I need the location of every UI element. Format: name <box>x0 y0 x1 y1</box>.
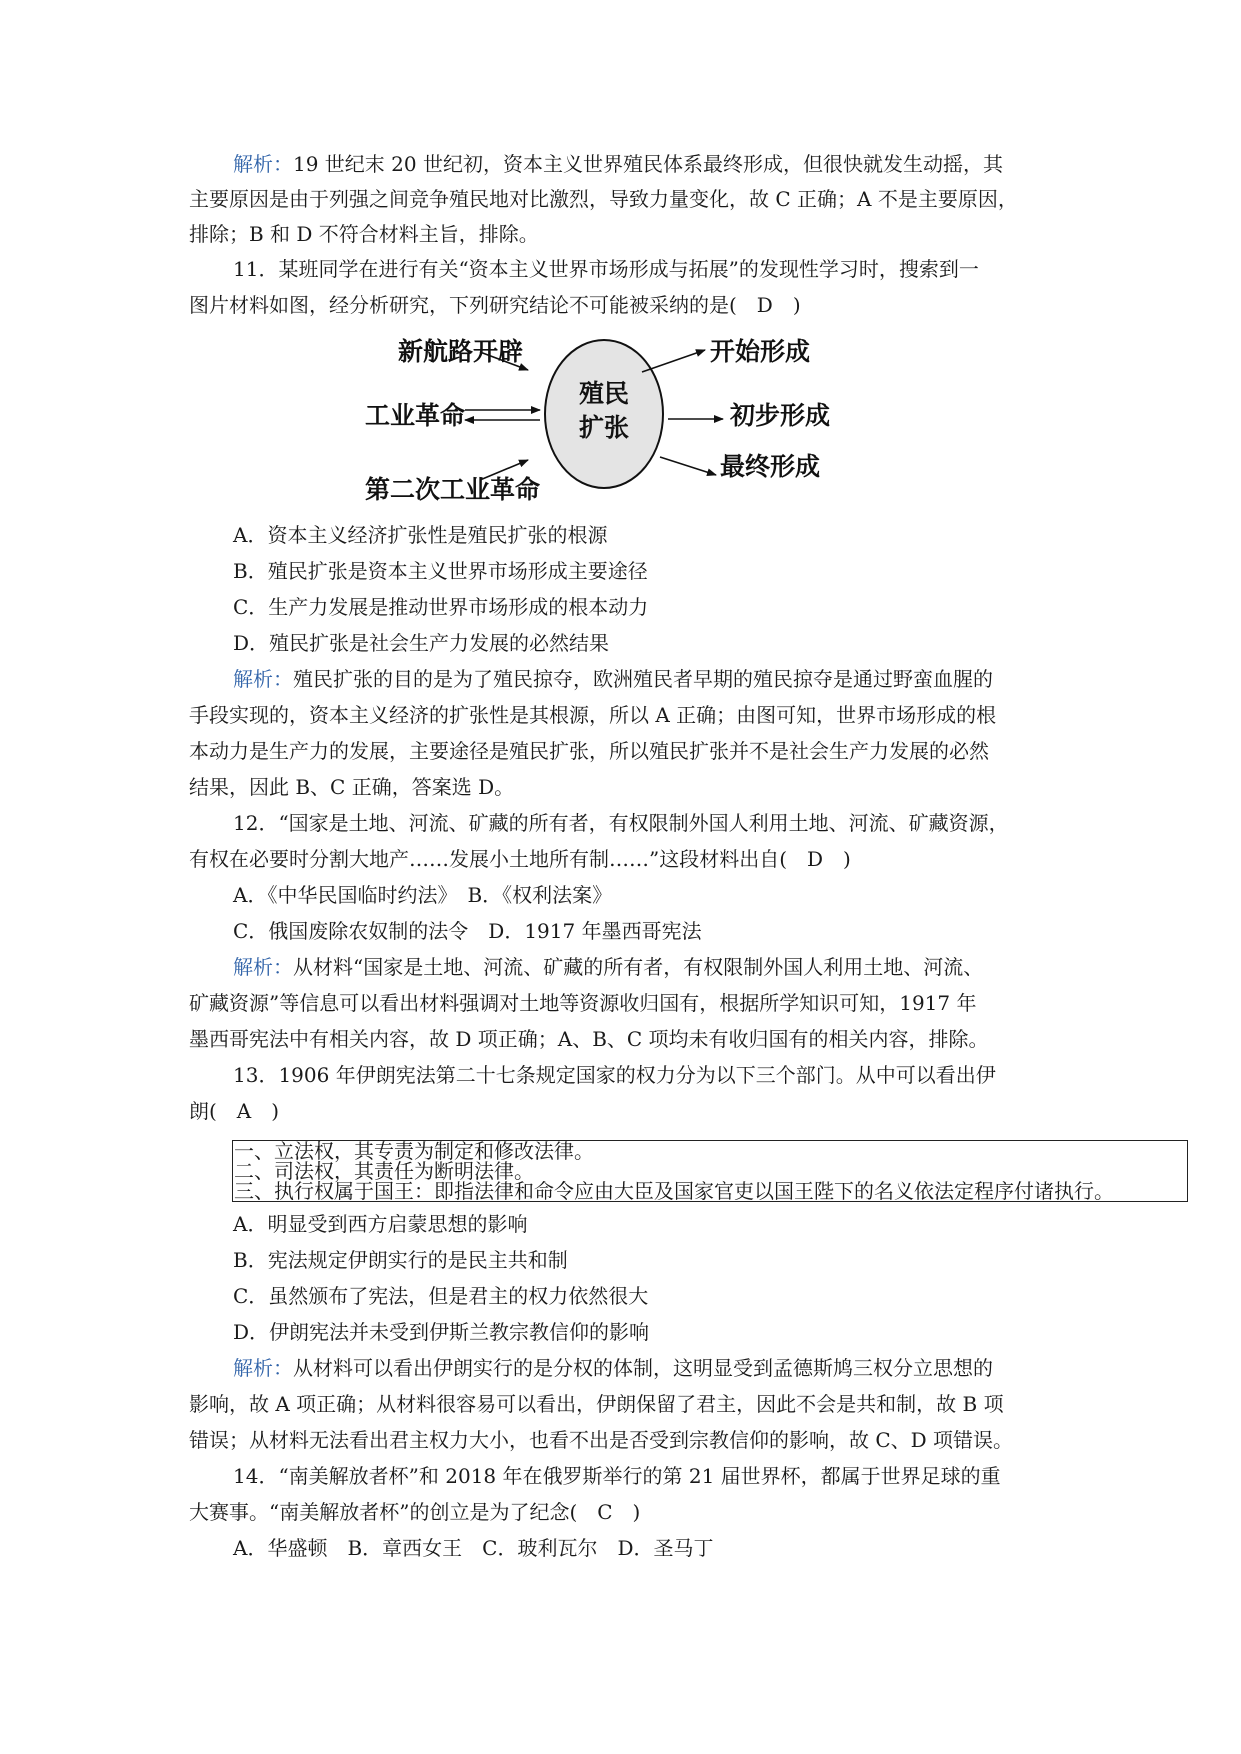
q12-options-ab: A．《中华民国临时约法》 B．《权利法案》 <box>233 883 613 907</box>
q13-option-c: C．虽然颁布了宪法，但是君主的权力依然很大 <box>233 1284 649 1308</box>
arrow-to-final <box>660 457 716 475</box>
analysis-label: 解析： <box>233 667 293 691</box>
label-industrial-revolution: 工业革命 <box>365 401 466 430</box>
q11-option-c: C．生产力发展是推动世界市场形成的根本动力 <box>233 595 649 619</box>
center-label-1: 殖民 <box>578 379 630 408</box>
box-line: 一、立法权，其专责为制定和修改法律。 <box>234 1139 594 1163</box>
q11-analysis-line: 手段实现的，资本主义经济的扩张性是其根源，所以 A 正确；由图可知，世界市场形成的根 <box>189 703 997 727</box>
q11-analysis-line: 本动力是生产力的发展，主要途径是殖民扩张，所以殖民扩张并不是社会生产力发展的必然 <box>189 739 989 763</box>
q13-material-box <box>232 1140 1188 1202</box>
q10-analysis-line: 排除；B 和 D 不符合材料主旨，排除。 <box>189 222 539 246</box>
arrow-to-start <box>642 350 705 372</box>
q12-analysis-line: 矿藏资源”等信息可以看出材料强调对土地等资源收归国有，根据所学知识可知，1917 年 <box>189 991 977 1015</box>
q12-options-cd: C．俄国废除农奴制的法令 D．1917 年墨西哥宪法 <box>233 919 702 943</box>
q12-stem: 12．“国家是土地、河流、矿藏的所有者，有权限制外国人利用土地、河流、矿藏资源， <box>233 811 1009 835</box>
label-start-forming: 开始形成 <box>710 337 811 366</box>
q13-analysis-line: 解析：从材料可以看出伊朗实行的是分权的体制，这明显受到孟德斯鸠三权分立思想的 <box>233 1356 993 1380</box>
analysis-label: 解析： <box>233 152 293 176</box>
center-label-2: 扩张 <box>578 413 630 442</box>
q13-option-d: D．伊朗宪法并未受到伊斯兰教宗教信仰的影响 <box>233 1320 650 1344</box>
q10-analysis-line: 主要原因是由于列强之间竞争殖民地对比激烈，导致力量变化，故 C 正确；A 不是主要原因， <box>189 187 1018 211</box>
q14-stem: 大赛事。“南美解放者杯”的创立是为了纪念( C ) <box>189 1500 641 1524</box>
q11-analysis-line: 结果，因此 B、C 正确，答案选 D。 <box>189 775 515 799</box>
q11-stem: 11．某班同学在进行有关“资本主义世界市场形成与拓展”的发现性学习时，搜索到一 <box>233 257 979 281</box>
q13-stem: 朗( A ) <box>189 1099 280 1123</box>
q13-stem: 13．1906 年伊朗宪法第二十七条规定国家的权力分为以下三个部门。从中可以看出伊 <box>233 1063 996 1087</box>
box-line: 三、执行权属于国王：即指法律和命令应由大臣及国家官吏以国王陛下的名义依法定程序付诸执行。 <box>234 1179 1114 1203</box>
colonial-expansion-diagram <box>340 332 940 514</box>
label-new-sea-route: 新航路开辟 <box>398 337 524 366</box>
q14-options: A．华盛顿 B．章西女王 C．玻利瓦尔 D．圣马丁 <box>233 1536 714 1560</box>
q11-option-d: D．殖民扩张是社会生产力发展的必然结果 <box>233 631 610 655</box>
q11-stem: 图片材料如图，经分析研究，下列研究结论不可能被采纳的是( D ) <box>189 293 801 317</box>
q12-analysis-line: 墨西哥宪法中有相关内容，故 D 项正确；A、B、C 项均未有收归国有的相关内容，排除。 <box>189 1027 989 1051</box>
q13-option-a: A．明显受到西方启蒙思想的影响 <box>233 1212 528 1236</box>
q12-analysis-line: 解析：从材料“国家是土地、河流、矿藏的所有者，有权限制外国人利用土地、河流、 <box>233 955 984 979</box>
label-initial-forming: 初步形成 <box>730 401 831 430</box>
diagram-svg <box>340 332 940 514</box>
q10-analysis-line: 解析：19 世纪末 20 世纪初，资本主义世界殖民体系最终形成，但很快就发生动摇，其 <box>233 152 1003 176</box>
q13-option-b: B．宪法规定伊朗实行的是民主共和制 <box>233 1248 568 1272</box>
q12-stem: 有权在必要时分割大地产……发展小土地所有制……”这段材料出自( D ) <box>189 847 851 871</box>
q11-analysis-line: 解析：殖民扩张的目的是为了殖民掠夺，欧洲殖民者早期的殖民掠夺是通过野蛮血腥的 <box>233 667 993 691</box>
q11-option-a: A．资本主义经济扩张性是殖民扩张的根源 <box>233 523 608 547</box>
label-final-forming: 最终形成 <box>720 452 821 481</box>
analysis-label: 解析： <box>233 1356 293 1380</box>
q13-analysis-line: 影响，故 A 项正确；从材料很容易可以看出，伊朗保留了君主，因此不会是共和制，故 B 项 <box>189 1392 1004 1416</box>
label-second-industrial-revolution: 第二次工业革命 <box>365 475 541 504</box>
q13-analysis-line: 错误；从材料无法看出君主权力大小，也看不出是否受到宗教信仰的影响，故 C、D 项错误。 <box>189 1428 1014 1452</box>
box-line: 二、司法权，其责任为断明法律。 <box>234 1159 534 1183</box>
q14-stem: 14．“南美解放者杯”和 2018 年在俄罗斯举行的第 21 届世界杯，都属于世界足球的重 <box>233 1464 1001 1488</box>
q11-option-b: B．殖民扩张是资本主义世界市场形成主要途径 <box>233 559 648 583</box>
analysis-label: 解析： <box>233 955 293 979</box>
